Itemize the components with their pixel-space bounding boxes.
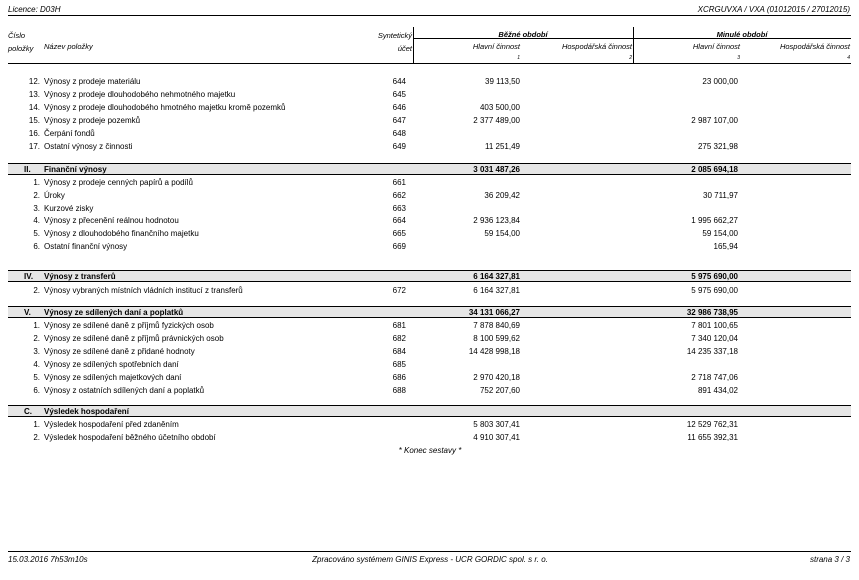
- section-num: II.: [24, 165, 31, 174]
- table-row: [0, 103, 859, 113]
- row-name: Výnosy ze sdílených majetkových daní: [44, 373, 182, 382]
- row-ucet: 662: [392, 191, 406, 200]
- table-row: [0, 360, 859, 370]
- section-total-3: 32 986 738,95: [686, 308, 738, 317]
- footer-rule: [8, 551, 851, 552]
- row-num: 1.: [33, 321, 40, 330]
- row-num: 4.: [33, 216, 40, 225]
- row-value-1: 11 251,49: [485, 142, 520, 151]
- row-ucet: 672: [392, 286, 406, 295]
- row-num: 16.: [28, 129, 40, 138]
- col-cislo: Číslo položky: [8, 31, 34, 53]
- section-header-v: [0, 308, 859, 318]
- row-value-1: 8 100 599,62: [473, 334, 520, 343]
- row-num: 2.: [33, 433, 40, 442]
- section-name: Výsledek hospodaření: [44, 407, 129, 416]
- row-value-3: 891 434,02: [697, 386, 738, 395]
- row-num: 5.: [33, 229, 40, 238]
- row-value-1: 59 154,00: [484, 229, 520, 238]
- row-value-1: 2 936 123,84: [473, 216, 520, 225]
- table-row: [0, 334, 859, 344]
- section-header-ii: [0, 165, 859, 175]
- row-ucet: 684: [392, 347, 406, 356]
- row-ucet: 681: [392, 321, 406, 330]
- row-ucet: 663: [392, 204, 406, 213]
- table-row: [0, 321, 859, 331]
- col-hlavni-1: Hlavní činnost: [472, 42, 520, 51]
- row-value-3: 30 711,97: [703, 191, 738, 200]
- row-value-3: 59 154,00: [702, 229, 738, 238]
- table-row: [0, 216, 859, 226]
- row-value-1: 7 878 840,69: [473, 321, 520, 330]
- row-name: Ostatní finanční výnosy: [44, 242, 128, 251]
- table-row: [0, 433, 859, 443]
- row-ucet: 661: [392, 178, 406, 187]
- row-num: 3.: [33, 347, 40, 356]
- row-num: 14.: [28, 103, 40, 112]
- row-name: Kurzové zisky: [44, 204, 94, 213]
- row-name: Úroky: [44, 191, 65, 200]
- row-ucet: 644: [392, 77, 406, 86]
- row-value-3: 5 975 690,00: [691, 286, 738, 295]
- col-hospodarska-4: Hospodářská činnost: [779, 42, 850, 51]
- row-value-3: 11 655 392,31: [687, 433, 738, 442]
- row-value-3: 2 987 107,00: [691, 116, 738, 125]
- row-value-3: 23 000,00: [702, 77, 738, 86]
- minule-obdobi-header: Minulé období: [716, 30, 768, 39]
- table-row: [0, 386, 859, 396]
- row-ucet: 645: [392, 90, 406, 99]
- row-ucet: 669: [392, 242, 406, 251]
- row-name: Výnosy ze sdílené daně z přidané hodnoty: [44, 347, 195, 356]
- row-ucet: 665: [392, 229, 406, 238]
- row-num: 3.: [33, 204, 40, 213]
- row-value-3: 1 995 662,27: [691, 216, 738, 225]
- row-num: 5.: [33, 373, 40, 382]
- table-row: [0, 286, 859, 296]
- section-header-c: [0, 407, 859, 417]
- row-num: 6.: [33, 242, 40, 251]
- row-name: Čerpání fondů: [44, 129, 95, 138]
- col-hospodarska-2: Hospodářská činnost: [561, 42, 632, 51]
- section-total-3: 5 975 690,00: [691, 272, 738, 281]
- row-value-3: 7 340 120,04: [691, 334, 738, 343]
- row-ucet: 686: [392, 373, 406, 382]
- table-row: [0, 116, 859, 126]
- col-nazev: Název položky: [44, 42, 93, 51]
- row-num: 12.: [28, 77, 40, 86]
- row-value-3: 7 801 100,65: [691, 321, 738, 330]
- table-row: [0, 420, 859, 430]
- row-name: Výnosy z prodeje materiálu: [44, 77, 141, 86]
- row-num: 1.: [33, 178, 40, 187]
- row-name: Výnosy vybraných místních vládních institucí z transferů: [44, 286, 243, 295]
- row-value-1: 5 803 307,41: [473, 420, 520, 429]
- row-name: Výnosy z dlouhodobého finančního majetku: [44, 229, 199, 238]
- row-value-3: 12 529 762,31: [686, 420, 738, 429]
- section-num: C.: [24, 407, 32, 416]
- row-num: 13.: [28, 90, 40, 99]
- row-value-1: 752 207,60: [479, 386, 520, 395]
- col-no-2: 2: [629, 55, 632, 61]
- row-name: Výnosy z prodeje cenných papírů a podílů: [44, 178, 193, 187]
- row-num: 1.: [33, 420, 40, 429]
- row-name: Výnosy ze sdílené daně z příjmů fyzických osob: [44, 321, 214, 330]
- row-ucet: 688: [392, 386, 406, 395]
- row-value-3: 165,94: [713, 242, 738, 251]
- row-name: Výnosy z ostatních sdílených daní a poplatků: [44, 386, 205, 395]
- row-ucet: 685: [392, 360, 406, 369]
- row-num: 2.: [33, 191, 40, 200]
- header-bottom-rule: [8, 63, 851, 64]
- col-hlavni-3: Hlavní činnost: [692, 42, 740, 51]
- bezne-obdobi-header: Běžné období: [498, 30, 548, 39]
- row-name: Výnosy z prodeje dlouhodobého hmotného majetku kromě pozemků: [44, 103, 286, 112]
- row-num: 17.: [28, 142, 40, 151]
- row-num: 2.: [33, 334, 40, 343]
- row-value-3: 2 718 747,06: [691, 373, 738, 382]
- row-value-1: 2 970 420,18: [473, 373, 520, 382]
- section-total-1: 6 164 327,81: [473, 272, 520, 281]
- row-value-1: 36 209,42: [484, 191, 520, 200]
- licence-label: Licence: D03H: [8, 5, 61, 14]
- table-row: [0, 373, 859, 383]
- section-total-1: 34 131 066,27: [468, 308, 520, 317]
- table-row: [0, 178, 859, 188]
- col-no-1: 1: [517, 55, 520, 61]
- row-num: 6.: [33, 386, 40, 395]
- table-row: [0, 142, 859, 152]
- table-row: [0, 191, 859, 201]
- row-name: Výsledek hospodaření před zdaněním: [44, 420, 179, 429]
- table-row: [0, 129, 859, 139]
- row-value-1: 39 113,50: [485, 77, 520, 86]
- section-name: Výnosy ze sdílených daní a poplatků: [44, 308, 184, 317]
- footer-timestamp: 15.03.2016 7h53m10s: [8, 555, 88, 564]
- section-num: V.: [24, 308, 31, 317]
- row-name: Výnosy z přecenění reálnou hodnotou: [44, 216, 179, 225]
- row-value-1: 14 428 998,18: [468, 347, 520, 356]
- row-ucet: 647: [392, 116, 406, 125]
- table-row: [0, 347, 859, 357]
- section-name: Výnosy z transferů: [44, 272, 116, 281]
- header-top-rule: [8, 15, 851, 16]
- col-no-4: 4: [847, 55, 850, 61]
- row-value-3: 14 235 337,18: [686, 347, 738, 356]
- col-synteticky: Syntetický účet: [377, 31, 412, 53]
- section-name: Finanční výnosy: [44, 165, 107, 174]
- row-value-1: 4 910 307,41: [473, 433, 520, 442]
- row-ucet: 682: [392, 334, 406, 343]
- row-name: Výsledek hospodaření běžného účetního období: [44, 433, 216, 442]
- row-ucet: 649: [392, 142, 406, 151]
- row-num: 2.: [33, 286, 40, 295]
- row-name: Výnosy z prodeje dlouhodobého nehmotného majetku: [44, 90, 236, 99]
- section-total-1: 3 031 487,26: [473, 165, 520, 174]
- table-row: [0, 229, 859, 239]
- table-row: [0, 242, 859, 252]
- end-note: * Konec sestavy *: [398, 446, 462, 455]
- row-name: Ostatní výnosy z činnosti: [44, 142, 133, 151]
- table-row: [0, 204, 859, 214]
- report-id: XCRGUVXA / VXA (01012015 / 27012015): [697, 5, 850, 14]
- row-name: Výnosy ze sdílených spotřebních daní: [44, 360, 179, 369]
- section-total-3: 2 085 694,18: [691, 165, 738, 174]
- row-name: Výnosy z prodeje pozemků: [44, 116, 141, 125]
- row-value-1: 403 500,00: [479, 103, 520, 112]
- footer-page: strana 3 / 3: [809, 555, 850, 564]
- row-ucet: 664: [392, 216, 406, 225]
- section-header-iv: [0, 272, 859, 282]
- table-row: [0, 90, 859, 100]
- row-value-3: 275 321,98: [697, 142, 738, 151]
- row-ucet: 648: [392, 129, 406, 138]
- table-row: [0, 77, 859, 87]
- row-num: 4.: [33, 360, 40, 369]
- section-num: IV.: [24, 272, 34, 281]
- row-name: Výnosy ze sdílené daně z příjmů právnických osob: [44, 334, 224, 343]
- row-value-1: 6 164 327,81: [473, 286, 520, 295]
- footer-processed-by: Zpracováno systémem GINIS Express - UCR GORDIC spol. s r. o.: [312, 555, 548, 564]
- col-no-3: 3: [737, 55, 740, 61]
- row-ucet: 646: [392, 103, 406, 112]
- row-num: 15.: [28, 116, 40, 125]
- row-value-1: 2 377 489,00: [473, 116, 520, 125]
